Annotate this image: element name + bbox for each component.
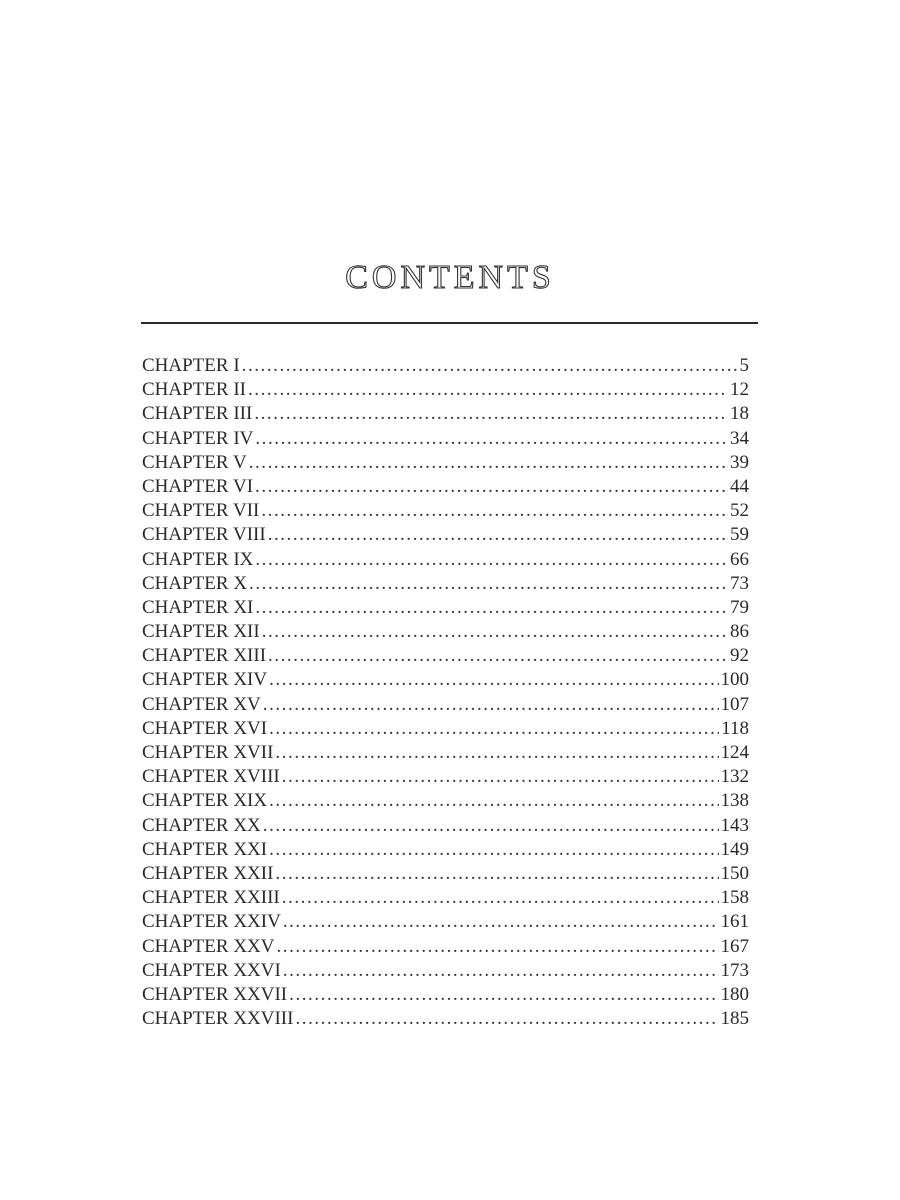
toc-entry-page-number: 86 bbox=[730, 621, 749, 643]
dot-leader bbox=[269, 668, 718, 692]
dot-leader bbox=[282, 765, 719, 789]
toc-entry[interactable] bbox=[142, 959, 749, 983]
toc-entry-label: CHAPTER IV bbox=[142, 427, 254, 449]
toc-entry[interactable] bbox=[142, 741, 749, 765]
toc-entry-page-number: 132 bbox=[720, 766, 749, 788]
dot-leader bbox=[276, 935, 718, 959]
toc-entry-page-number: 59 bbox=[730, 524, 749, 546]
toc-entry-label: CHAPTER XIV bbox=[142, 669, 268, 691]
toc-entry[interactable] bbox=[142, 548, 749, 572]
toc-entry[interactable] bbox=[142, 668, 749, 692]
toc-entry-page-number: 150 bbox=[720, 862, 749, 884]
dot-leader bbox=[242, 354, 738, 378]
toc-entry-page-number: 149 bbox=[720, 838, 749, 860]
page-title: CONTENTS bbox=[345, 259, 555, 296]
toc-entry[interactable] bbox=[142, 693, 749, 717]
dot-leader bbox=[295, 1007, 718, 1031]
toc-entry-page-number: 39 bbox=[730, 451, 749, 473]
toc-entry[interactable] bbox=[142, 814, 749, 838]
dot-leader bbox=[255, 548, 728, 572]
toc-entry[interactable] bbox=[142, 523, 749, 547]
toc-entry[interactable] bbox=[142, 572, 749, 596]
dot-leader bbox=[289, 983, 718, 1007]
title-divider bbox=[141, 322, 758, 324]
toc-entry-page-number: 124 bbox=[720, 742, 749, 763]
toc-entry-label: CHAPTER XVI bbox=[142, 717, 268, 739]
toc-entry[interactable] bbox=[142, 789, 749, 813]
dot-leader bbox=[262, 620, 728, 644]
toc-entry-label: CHAPTER XII bbox=[142, 621, 260, 643]
dot-leader bbox=[269, 717, 719, 741]
table-of-contents bbox=[142, 354, 749, 1031]
toc-entry-label: CHAPTER II bbox=[142, 379, 246, 401]
dot-leader bbox=[248, 378, 728, 402]
dot-leader bbox=[249, 572, 728, 596]
dot-leader bbox=[261, 499, 728, 523]
toc-entry-page-number: 34 bbox=[730, 427, 749, 449]
toc-entry-label: CHAPTER XXIV bbox=[142, 911, 281, 933]
dot-leader bbox=[268, 523, 728, 547]
toc-entry-label: CHAPTER IX bbox=[142, 548, 254, 570]
toc-entry-page-number: 143 bbox=[720, 814, 749, 836]
toc-entry[interactable] bbox=[142, 644, 749, 668]
toc-entry-label: CHAPTER XI bbox=[142, 596, 254, 618]
toc-entry[interactable] bbox=[142, 910, 749, 934]
toc-entry[interactable] bbox=[142, 378, 749, 402]
toc-entry-label: CHAPTER III bbox=[142, 403, 253, 425]
toc-entry-page-number: 107 bbox=[720, 693, 749, 715]
toc-entry-page-number: 5 bbox=[739, 355, 749, 376]
toc-entry-page-number: 79 bbox=[730, 596, 749, 618]
toc-entry[interactable] bbox=[142, 717, 749, 741]
toc-entry-label: CHAPTER V bbox=[142, 451, 247, 473]
toc-entry-page-number: 66 bbox=[730, 548, 749, 570]
toc-entry-label: CHAPTER XXV bbox=[142, 935, 275, 957]
dot-leader bbox=[263, 693, 719, 717]
toc-entry[interactable] bbox=[142, 983, 749, 1007]
toc-entry-page-number: 161 bbox=[720, 911, 749, 933]
toc-entry-label: CHAPTER X bbox=[142, 572, 248, 594]
dot-leader bbox=[269, 838, 718, 862]
toc-entry[interactable] bbox=[142, 620, 749, 644]
toc-entry-label: CHAPTER XXI bbox=[142, 838, 268, 860]
toc-entry[interactable] bbox=[142, 402, 749, 426]
toc-entry-page-number: 12 bbox=[730, 379, 749, 401]
toc-entry[interactable] bbox=[142, 838, 749, 862]
toc-entry-page-number: 92 bbox=[730, 645, 749, 667]
toc-entry[interactable] bbox=[142, 862, 749, 886]
toc-entry[interactable] bbox=[142, 475, 749, 499]
toc-entry-page-number: 100 bbox=[720, 669, 749, 691]
toc-entry[interactable] bbox=[142, 499, 749, 523]
toc-entry-label: CHAPTER XXIII bbox=[142, 887, 280, 909]
toc-entry-page-number: 180 bbox=[720, 983, 749, 1005]
dot-leader bbox=[275, 741, 718, 765]
toc-entry-page-number: 52 bbox=[730, 500, 749, 522]
toc-entry-label: CHAPTER VIII bbox=[142, 524, 266, 546]
toc-entry[interactable] bbox=[142, 354, 749, 378]
toc-entry-page-number: 173 bbox=[720, 959, 749, 981]
dot-leader bbox=[255, 427, 728, 451]
toc-entry-label: CHAPTER XX bbox=[142, 814, 261, 836]
toc-entry-page-number: 138 bbox=[720, 790, 749, 812]
toc-entry-label: CHAPTER XXVIII bbox=[142, 1008, 294, 1030]
toc-entry-page-number: 185 bbox=[720, 1008, 749, 1030]
toc-entry-page-number: 44 bbox=[730, 475, 749, 497]
dot-leader bbox=[268, 644, 728, 668]
dot-leader bbox=[283, 959, 719, 983]
toc-entry-label: CHAPTER XVII bbox=[142, 742, 274, 763]
toc-entry[interactable] bbox=[142, 886, 749, 910]
toc-entry[interactable] bbox=[142, 765, 749, 789]
toc-entry[interactable] bbox=[142, 596, 749, 620]
dot-leader bbox=[269, 789, 718, 813]
toc-entry-label: CHAPTER XXII bbox=[142, 862, 274, 884]
toc-entry-label: CHAPTER XIX bbox=[142, 790, 268, 812]
toc-entry-label: CHAPTER I bbox=[142, 355, 240, 376]
dot-leader bbox=[255, 596, 728, 620]
toc-entry-page-number: 73 bbox=[730, 572, 749, 594]
toc-entry-page-number: 167 bbox=[720, 935, 749, 957]
dot-leader bbox=[254, 402, 728, 426]
dot-leader bbox=[249, 451, 728, 475]
dot-leader bbox=[263, 814, 719, 838]
toc-entry-page-number: 118 bbox=[721, 717, 749, 739]
dot-leader bbox=[255, 475, 728, 499]
dot-leader bbox=[282, 886, 719, 910]
dot-leader bbox=[275, 862, 718, 886]
toc-entry-label: CHAPTER VII bbox=[142, 500, 260, 522]
toc-entry[interactable] bbox=[142, 1007, 749, 1031]
toc-entry-label: CHAPTER VI bbox=[142, 475, 254, 497]
toc-entry[interactable] bbox=[142, 427, 749, 451]
toc-entry-label: CHAPTER XIII bbox=[142, 645, 267, 667]
toc-entry-page-number: 158 bbox=[720, 887, 749, 909]
dot-leader bbox=[283, 910, 719, 934]
toc-entry-label: CHAPTER XXVI bbox=[142, 959, 281, 981]
toc-entry-page-number: 18 bbox=[730, 403, 749, 425]
toc-entry[interactable] bbox=[142, 451, 749, 475]
toc-entry-label: CHAPTER XVIII bbox=[142, 766, 280, 788]
toc-entry-label: CHAPTER XXVII bbox=[142, 983, 288, 1005]
toc-entry[interactable] bbox=[142, 935, 749, 959]
toc-entry-label: CHAPTER XV bbox=[142, 693, 261, 715]
